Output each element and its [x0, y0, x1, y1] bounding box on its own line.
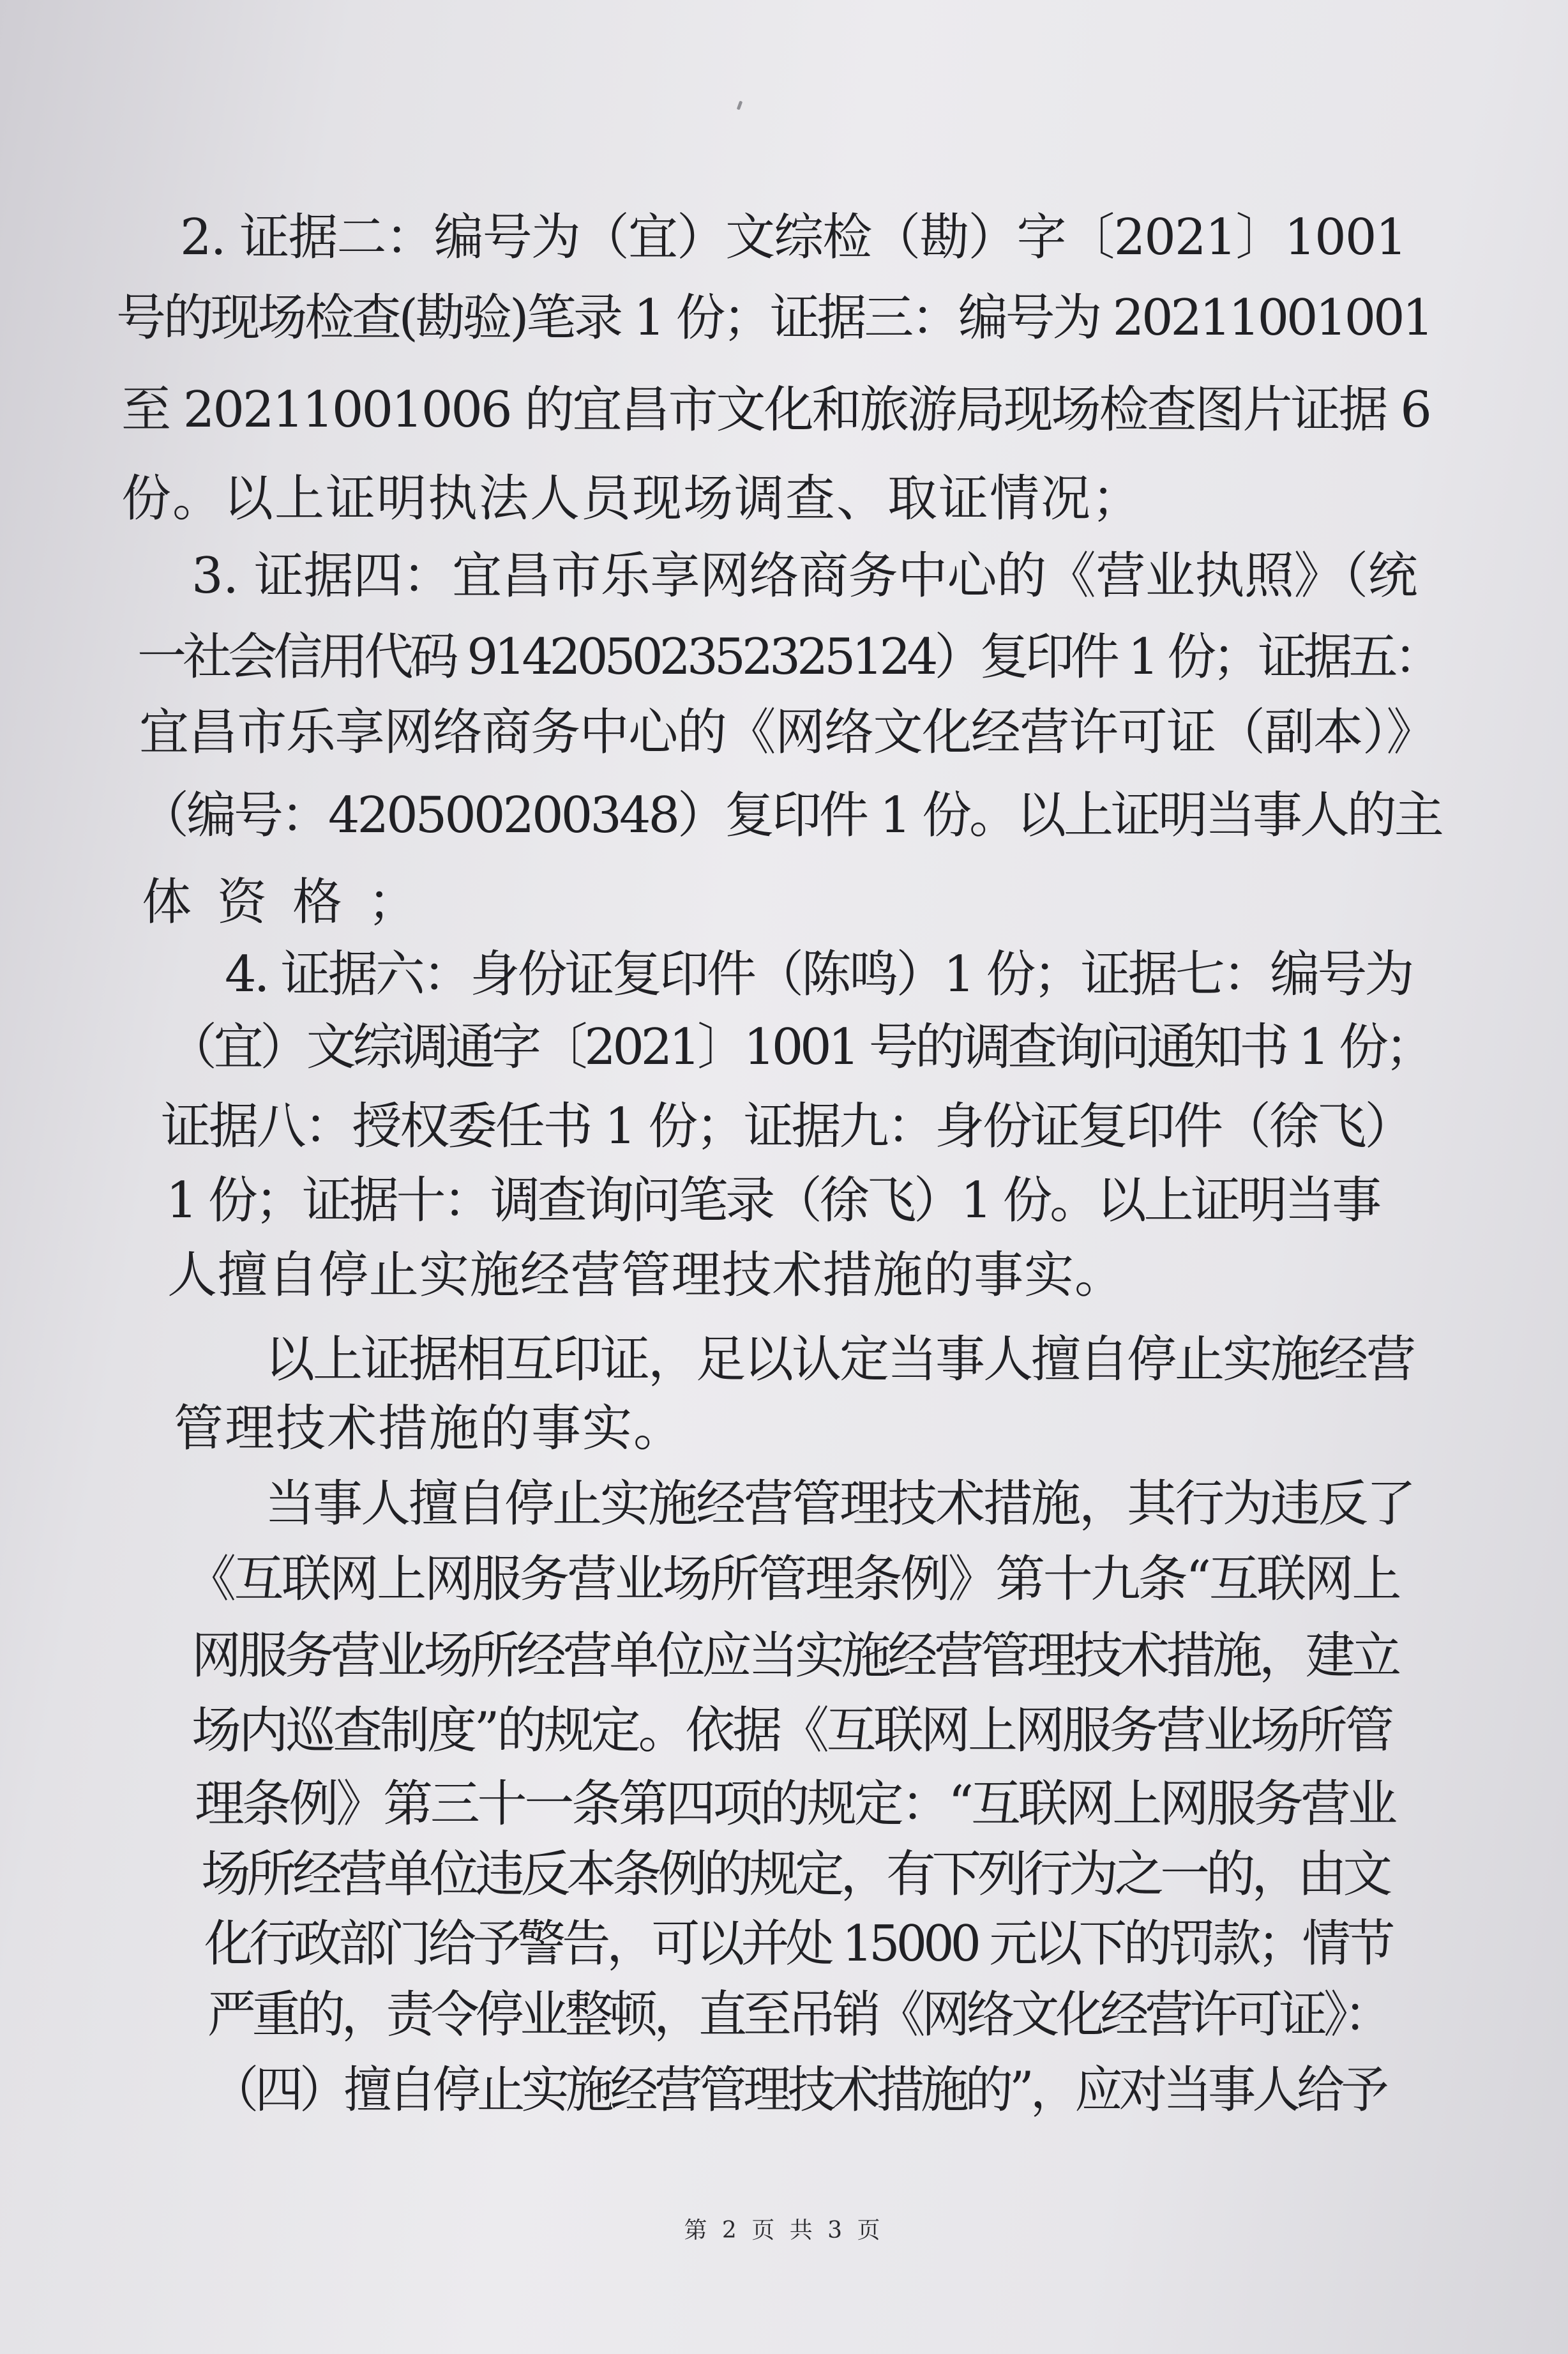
text-line: 理条例》第三十一条第四项的规定：“互联网上网服务营业: [195, 1775, 1395, 1833]
text-line: 宜昌市乐享网络商务中心的《网络文化经营许可证（副本）》: [139, 704, 1436, 761]
text-line: 4. 证据六：身份证复印件（陈鸣）1 份；证据七：编号为: [225, 946, 1412, 1003]
text-line: 管理技术措施的事实。: [174, 1400, 685, 1457]
text-line: 号的现场检查(勘验)笔录 1 份；证据三：编号为 20211001001: [116, 289, 1431, 347]
text-line: （四）擅自停止实施经营管理技术措施的”，应对当事人给予: [211, 2062, 1385, 2119]
text-line: （宜）文综调通字〔2021〕1001 号的调查询问通知书 1 份；: [167, 1019, 1432, 1076]
text-line: 当事人擅自停止实施经营管理技术措施，其行为违反了: [265, 1475, 1415, 1533]
text-line: 1 份；证据十：调查询问笔录（徐飞）1 份。以上证明当事: [166, 1172, 1379, 1229]
text-line: 体资格；: [142, 874, 444, 931]
text-line: 场所经营单位违反本条例的规定，有下列行为之一的，由文: [201, 1846, 1389, 1903]
text-line: 网服务营业场所经营单位应当实施经营管理技术措施，建立: [192, 1627, 1399, 1685]
text-line: 3. 证据四：宜昌市乐享网络商务中心的《营业执照》（统: [192, 547, 1418, 605]
text-line: 证据八：授权委任书 1 份；证据九：身份证复印件（徐飞）: [161, 1098, 1413, 1155]
text-line: 份。以上证明执法人员现场调查、取证情况；: [121, 470, 1143, 528]
text-line: 场内巡查制度”的规定。依据《互联网上网服务营业场所管: [192, 1702, 1392, 1759]
text-line: 《互联网上网服务营业场所管理条例》第十九条“互联网上: [186, 1551, 1399, 1608]
text-line: （编号：420500200348）复印件 1 份。以上证明当事人的主: [139, 787, 1442, 844]
text-line: 化行政部门给予警告，可以并处 15000 元以下的罚款；情节: [204, 1915, 1392, 1973]
text-line: 至 20211001006 的宜昌市文化和旅游局现场检查图片证据 6: [121, 381, 1430, 439]
text-line: 严重的，责令停业整顿，直至吊销《网络文化经营许可证》：: [207, 1986, 1389, 2044]
text-line: 2. 证据二：编号为（宜）文综检（勘）字〔2021〕1001: [180, 209, 1406, 266]
text-line: 一社会信用代码 91420502352325124）复印件 1 份；证据五：: [137, 628, 1440, 686]
page-number-footer: 第 2 页 共 3 页: [684, 2217, 884, 2244]
text-line: 以上证据相互印证，足以认定当事人擅自停止实施经营: [265, 1331, 1415, 1388]
text-line: 人擅自停止实施经营管理技术措施的事实。: [167, 1247, 1126, 1304]
